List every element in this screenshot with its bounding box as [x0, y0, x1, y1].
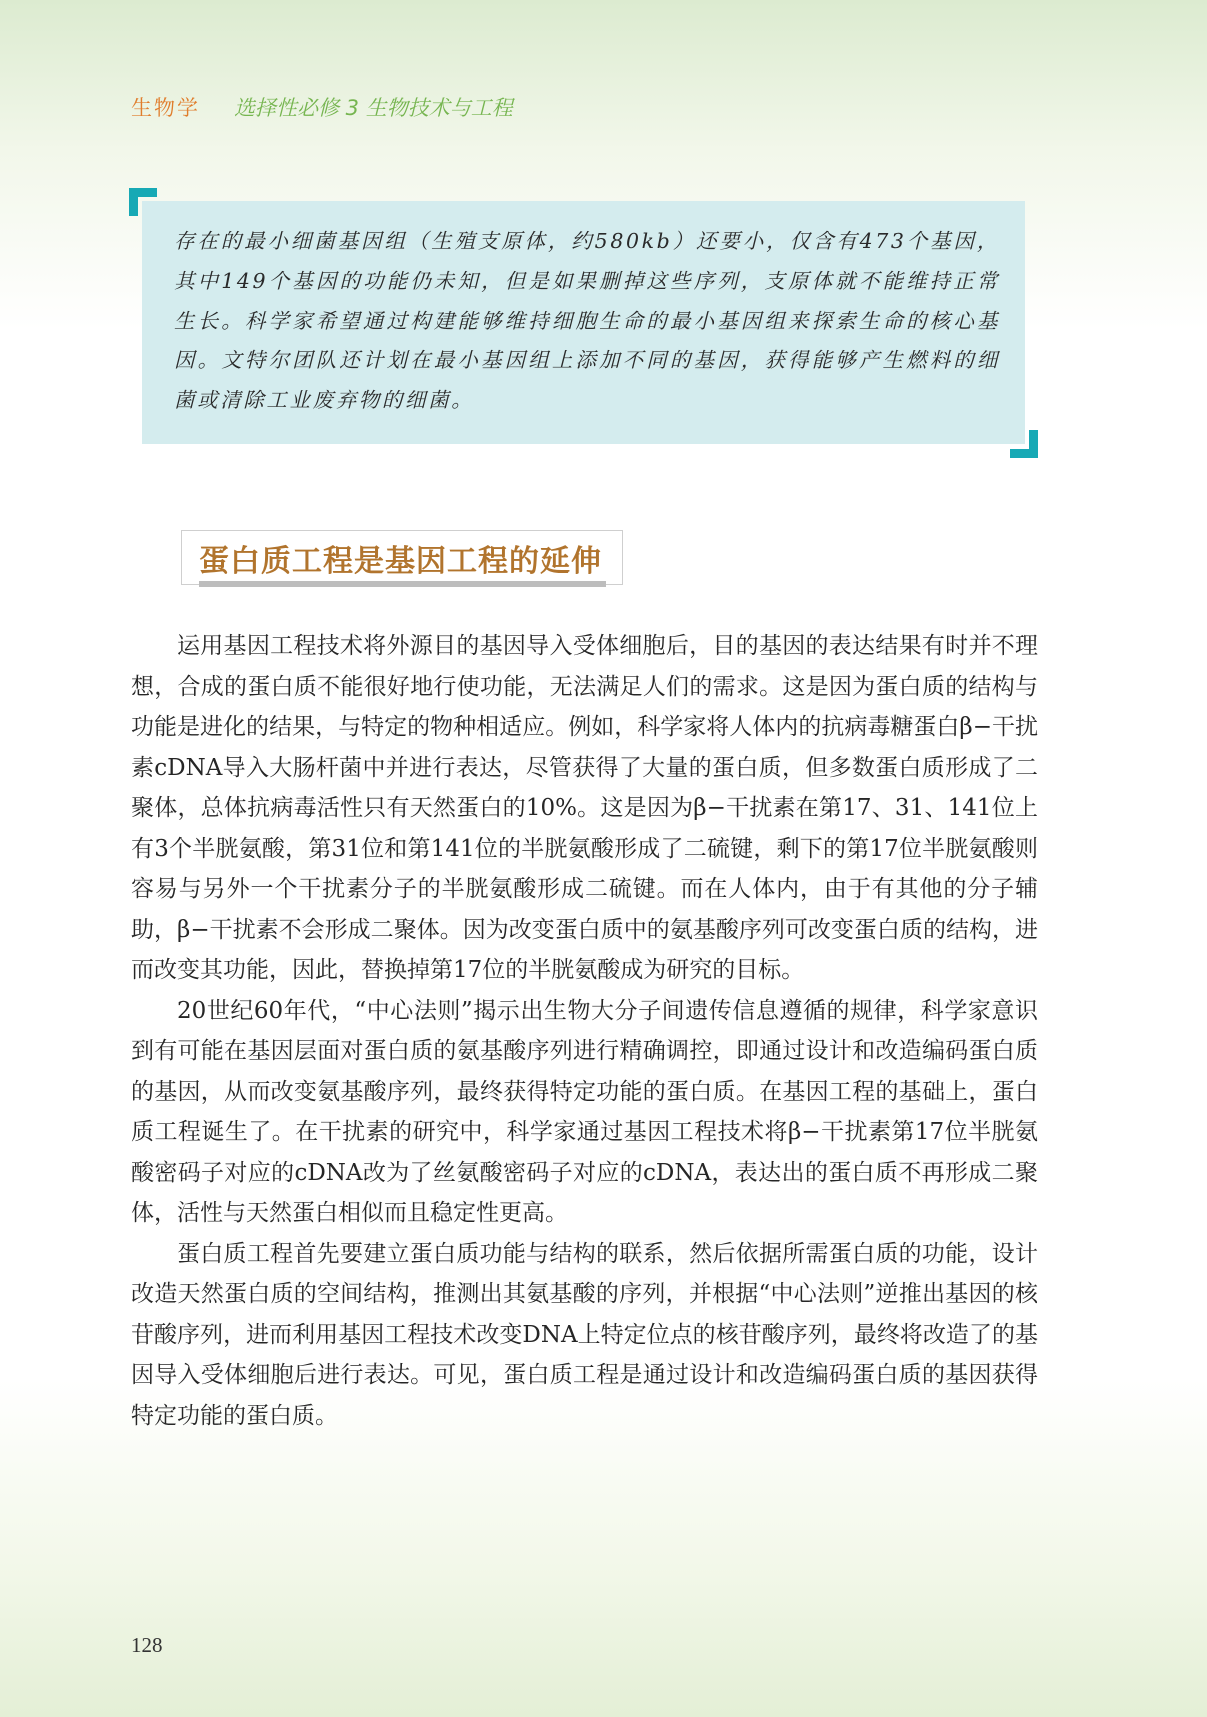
body-text	[131, 626, 1038, 1436]
section-title-underline	[199, 581, 606, 587]
section-heading	[181, 530, 623, 585]
body-paragraph: 蛋白质工程首先要建立蛋白质功能与结构的联系，然后依据所需蛋白质的功能，设计改造天然蛋白质的空间结构，推测出其氨基酸的序列，并根据“中心法则”逆推出基因的核苷酸序列，进而利用基因工程技术改变DNA上特定位点的核苷酸序列，最终将改造了的基因导入受体细胞后进行表达。可见，蛋白质工程是通过设计和改造编码蛋白质的基因获得特定功能的蛋白质。	[131, 1240, 1038, 1429]
box-corner-bottom-right	[1010, 430, 1038, 458]
header-book-title: 选择性必修 3 生物技术与工程	[234, 96, 513, 120]
page-number: 128	[131, 1633, 163, 1657]
body-paragraph: 运用基因工程技术将外源目的基因导入受体细胞后，目的基因的表达结果有时并不理想，合成的蛋白质不能很好地行使功能，无法满足人们的需求。这是因为蛋白质的结构与功能是进化的结果，与特定的物种相适应。例如，科学家将人体内的抗病毒糖蛋白β−干扰素cDNA导入大肠杆菌中并进行表达，尽管获得了大量的蛋白质，但多数蛋白质形成了二聚体，总体抗病毒活性只有天然蛋白的10%。这是因为β−干扰素在第17、31、141位上有3个半胱氨酸，第31位和第141位的半胱氨酸形成了二硫键，剩下的第17位半胱氨酸则容易与另外一个干扰素分子的半胱氨酸形成二硫键。而在人体内，由于有其他的分子辅助，β−干扰素不会形成二聚体。因为改变蛋白质中的氨基酸序列可改变蛋白质的结构，进而改变其功能，因此，替换掉第17位的半胱氨酸成为研究的目标。	[131, 633, 1038, 983]
box-corner-top-left	[129, 188, 157, 216]
info-box-text: 存在的最小细菌基因组（生殖支原体，约580kb）还要小，仅含有473个基因，其中149个基因的功能仍未知，但是如果删掉这些序列，支原体就不能维持正常生长。科学家希望通过构建能够维持细胞生命的最小基因组来探索生命的核心基因。文特尔团队还计划在最小基因组上添加不同的基因，获得能够产生燃料的细菌或清除工业废弃物的细菌。	[174, 229, 1000, 413]
section-title: 蛋白质工程是基因工程的延伸	[199, 543, 602, 579]
body-paragraph: 20世纪60年代，“中心法则”揭示出生物大分子间遗传信息遵循的规律，科学家意识到有可能在基因层面对蛋白质的氨基酸序列进行精确调控，即通过设计和改造编码蛋白质的基因，从而改变氨基酸序列，最终获得特定功能的蛋白质。在基因工程的基础上，蛋白质工程诞生了。在干扰素的研究中，科学家通过基因工程技术将β−干扰素第17位半胱氨酸密码子对应的cDNA改为了丝氨酸密码子对应的cDNA，表达出的蛋白质不再形成二聚体，活性与天然蛋白相似而且稳定性更高。	[131, 997, 1038, 1226]
running-header	[131, 92, 513, 122]
header-subject: 生物学	[131, 96, 200, 120]
info-box	[142, 201, 1025, 444]
